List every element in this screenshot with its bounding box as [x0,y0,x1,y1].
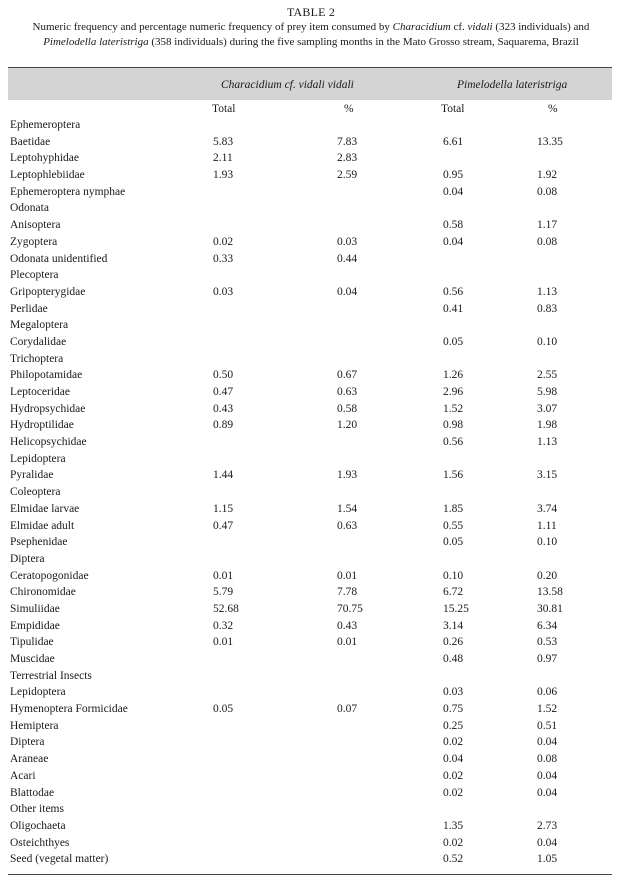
cell-pimelodella-percent: 1.05 [537,853,558,866]
table-row [0,518,622,535]
table-row [0,367,622,384]
cell-pimelodella-total: 0.56 [443,285,464,298]
table-row [0,684,622,701]
cell-prey-name: Araneae [10,753,49,766]
cell-pimelodella-percent: 13.35 [537,135,563,148]
cell-pimelodella-total: 0.95 [443,169,464,182]
cell-pimelodella-total: 0.03 [443,686,464,699]
cell-characidium-total: 0.89 [213,419,234,432]
cell-characidium-total: 5.79 [213,586,234,599]
cell-pimelodella-percent: 0.04 [537,786,558,799]
cell-prey-name: Ceratopogonidae [10,569,89,582]
table-row [0,801,622,818]
table-row [0,634,622,651]
cell-prey-name: Corydalidae [10,335,67,348]
cell-pimelodella-total: 0.05 [443,335,464,348]
cell-pimelodella-percent: 0.04 [537,836,558,849]
cell-prey-name: Philopotamidae [10,369,83,382]
subheader-percent-characidium: % [344,103,354,115]
cell-prey-name: Helicopsychidae [10,436,87,449]
cell-characidium-total: 1.93 [213,169,234,182]
cell-prey-name: Ephemeroptera [10,119,81,131]
cell-pimelodella-total: 0.58 [443,219,464,232]
cell-characidium-percent: 0.07 [337,703,358,716]
table-row [0,584,622,601]
table-title: TABLE 2 [286,5,336,19]
table-row [0,384,622,401]
table-row [0,150,622,167]
cell-prey-name: Odonata [10,202,49,215]
cell-prey-name: Leptohyphidae [10,152,79,165]
cell-pimelodella-percent: 3.15 [537,469,558,482]
cell-characidium-total: 5.83 [213,135,234,148]
cell-pimelodella-percent: 5.98 [537,386,558,398]
table-row [0,551,622,568]
table-row [0,117,622,134]
cell-characidium-percent: 0.58 [337,402,358,415]
table-row [0,167,622,184]
table-row [0,751,622,768]
cell-pimelodella-total: 15.25 [443,602,469,615]
cell-characidium-total: 0.05 [213,703,234,716]
caption-text-a: Numeric frequency and percentage numeric frequency of prey item consumed by [32,21,393,33]
cell-pimelodella-total: 1.35 [443,819,464,832]
table-row [0,351,622,368]
cell-pimelodella-percent: 1.52 [537,703,558,716]
cell-pimelodella-total: 0.26 [443,636,464,649]
cell-prey-name: Trichoptera [10,352,64,365]
caption-text-c: (323 individuals) and [492,21,590,33]
cell-prey-name: Hydroptilidae [10,419,74,432]
table-body [0,117,622,868]
table-row [0,401,622,418]
cell-pimelodella-total: 0.98 [443,419,464,432]
table-bottom-rule [8,874,612,875]
table-row [0,618,622,635]
cell-prey-name: Seed (vegetal matter) [10,853,109,866]
table-row [0,317,622,334]
cell-characidium-total: 2.11 [213,152,233,165]
cell-pimelodella-percent: 2.73 [537,819,558,832]
cell-prey-name: Hydropsychidae [10,402,86,415]
cell-pimelodella-percent: 1.13 [537,436,558,449]
cell-pimelodella-total: 1.52 [443,402,464,415]
table-row [0,851,622,868]
cell-characidium-total: 1.44 [213,469,234,482]
column-group-pimelodella: Pimelodella lateristriga [457,79,568,91]
caption-text-b: cf. [450,21,468,33]
table-row [0,501,622,518]
cell-pimelodella-total: 3.14 [443,619,464,632]
cell-pimelodella-total: 0.04 [443,185,464,198]
cell-pimelodella-total: 0.10 [443,569,464,582]
cell-characidium-percent: 7.78 [337,586,358,599]
cell-pimelodella-percent: 2.55 [537,369,558,382]
cell-prey-name: Anisoptera [10,219,61,232]
cell-pimelodella-total: 0.05 [443,536,464,549]
cell-prey-name: Other items [10,803,64,816]
cell-pimelodella-percent: 0.97 [537,653,558,665]
table-row [0,668,622,685]
cell-pimelodella-percent: 0.04 [537,769,558,782]
cell-pimelodella-total: 0.48 [443,653,464,665]
cell-pimelodella-percent: 0.08 [537,753,558,766]
cell-pimelodella-percent: 3.74 [537,502,558,515]
cell-characidium-total: 0.47 [213,386,234,398]
cell-characidium-total: 0.01 [213,569,234,582]
subheader-total-characidium: Total [212,103,236,115]
cell-prey-name: Perlidae [10,302,48,315]
cell-pimelodella-total: 6.72 [443,586,464,599]
cell-characidium-total: 0.32 [213,619,234,632]
cell-characidium-percent: 2.83 [337,152,358,165]
cell-prey-name: Muscidae [10,653,55,665]
cell-pimelodella-total: 0.52 [443,853,464,866]
table-row [0,184,622,201]
cell-pimelodella-percent: 0.08 [537,235,558,248]
table-row [0,768,622,785]
cell-prey-name: Megaloptera [10,319,69,332]
cell-prey-name: Coleoptera [10,486,61,499]
cell-characidium-percent: 0.63 [337,386,358,398]
cell-pimelodella-total: 6.61 [443,135,464,148]
cell-prey-name: Elmidae adult [10,519,75,532]
cell-prey-name: Baetidae [10,135,51,148]
cell-characidium-total: 0.01 [213,636,234,649]
cell-pimelodella-percent: 1.17 [537,219,558,232]
table-row [0,301,622,318]
table-row [0,734,622,751]
table-row [0,284,622,301]
cell-pimelodella-total: 1.85 [443,502,464,515]
cell-characidium-total: 0.47 [213,519,234,532]
cell-characidium-percent: 1.54 [337,502,358,515]
cell-prey-name: Leptophlebiidae [10,169,85,182]
cell-characidium-percent: 0.63 [337,519,358,532]
cell-prey-name: Pyralidae [10,469,54,482]
cell-pimelodella-total: 1.56 [443,469,464,482]
table-caption [8,20,614,50]
table-row [0,467,622,484]
cell-prey-name: Diptera [10,736,45,749]
cell-characidium-percent: 1.20 [337,419,358,432]
cell-characidium-total: 1.15 [213,502,234,515]
cell-pimelodella-total: 0.02 [443,786,464,799]
cell-pimelodella-percent: 30.81 [537,602,563,615]
cell-prey-name: Blattodae [10,786,55,799]
cell-prey-name: Diptera [10,552,45,565]
cell-prey-name: Osteichthyes [10,836,70,849]
cell-prey-name: Lepidoptera [10,686,66,699]
cell-prey-name: Simuliidae [10,602,60,615]
table-row [0,568,622,585]
cell-characidium-percent: 0.01 [337,636,358,649]
cell-pimelodella-total: 0.75 [443,703,464,716]
cell-pimelodella-total: 0.56 [443,436,464,449]
cell-prey-name: Lepidoptera [10,452,66,465]
cell-prey-name: Acari [10,769,36,782]
cell-prey-name: Odonata unidentified [10,252,108,265]
cell-pimelodella-percent: 1.92 [537,169,558,182]
cell-pimelodella-percent: 0.20 [537,569,558,582]
cell-pimelodella-percent: 13.58 [537,586,563,599]
table-row [0,534,622,551]
cell-pimelodella-percent: 0.04 [537,736,558,749]
cell-pimelodella-percent: 3.07 [537,402,558,415]
cell-pimelodella-percent: 1.98 [537,419,558,432]
caption-species-1a: Characidium [392,21,451,33]
table-row [0,785,622,802]
table-row [0,718,622,735]
cell-prey-name: Chironomidae [10,586,76,599]
cell-prey-name: Tipulidae [10,636,54,649]
cell-pimelodella-percent: 0.53 [537,636,558,649]
cell-characidium-total: 0.43 [213,402,234,415]
cell-characidium-percent: 0.01 [337,569,358,582]
cell-pimelodella-total: 1.26 [443,369,464,382]
cell-prey-name: Psephenidae [10,536,68,549]
cell-characidium-percent: 0.67 [337,369,358,382]
table-row [0,818,622,835]
table-row [0,484,622,501]
cell-characidium-total: 52.68 [213,602,239,615]
table-row [0,334,622,351]
cell-prey-name: Hemiptera [10,719,59,732]
table-row [0,267,622,284]
table-row [0,601,622,618]
cell-pimelodella-percent: 0.10 [537,335,558,348]
cell-characidium-percent: 0.04 [337,285,358,298]
cell-characidium-percent: 0.44 [337,252,358,265]
cell-pimelodella-total: 0.02 [443,769,464,782]
cell-prey-name: Plecoptera [10,269,59,282]
cell-characidium-percent: 70.75 [337,602,363,615]
cell-pimelodella-total: 0.04 [443,235,464,248]
table-row [0,417,622,434]
cell-characidium-total: 0.02 [213,235,234,248]
table-row [0,251,622,268]
cell-prey-name: Hymenoptera Formicidae [10,703,128,716]
cell-pimelodella-percent: 0.10 [537,536,558,549]
table-row [0,835,622,852]
cell-pimelodella-percent: 6.34 [537,619,558,632]
table-row [0,701,622,718]
table-row [0,200,622,217]
cell-characidium-total: 0.33 [213,252,234,265]
cell-pimelodella-percent: 0.51 [537,719,558,732]
cell-prey-name: Ephemeroptera nymphae [10,185,126,198]
subheader-percent-pimelodella: % [548,103,558,115]
subheader-total-pimelodella: Total [441,103,465,115]
cell-pimelodella-total: 0.55 [443,519,464,532]
table-row [0,651,622,668]
cell-characidium-percent: 1.93 [337,469,358,482]
caption-text-d: (358 individuals) during the five sampling months in the Mato Grosso stream, Saquarema, Brazil [148,36,579,48]
cell-pimelodella-percent: 0.06 [537,686,558,699]
caption-species-2: Pimelodella lateristriga [43,36,149,48]
table-row [0,217,622,234]
cell-characidium-percent: 2.59 [337,169,358,182]
cell-pimelodella-total: 0.02 [443,836,464,849]
cell-characidium-total: 0.03 [213,285,234,298]
table-row [0,434,622,451]
cell-pimelodella-percent: 0.83 [537,302,558,315]
cell-prey-name: Terrestrial Insects [10,669,92,682]
cell-prey-name: Empididae [10,619,60,632]
cell-pimelodella-percent: 1.11 [537,519,557,532]
caption-species-1b: vidali [467,21,493,33]
cell-characidium-percent: 7.83 [337,135,358,148]
cell-pimelodella-total: 2.96 [443,386,464,398]
cell-characidium-percent: 0.43 [337,619,358,632]
cell-pimelodella-total: 0.25 [443,719,464,732]
cell-prey-name: Gripopterygidae [10,285,86,298]
column-group-characidium: Characidium cf. vidali vidali [221,79,354,91]
cell-characidium-percent: 0.03 [337,235,358,248]
cell-prey-name: Elmidae larvae [10,502,80,515]
cell-pimelodella-percent: 0.08 [537,185,558,198]
cell-pimelodella-percent: 1.13 [537,285,558,298]
table-row [0,234,622,251]
cell-prey-name: Oligochaeta [10,819,66,832]
table-row [0,451,622,468]
cell-prey-name: Zygoptera [10,235,58,248]
cell-pimelodella-total: 0.04 [443,753,464,766]
cell-characidium-total: 0.50 [213,369,234,382]
cell-pimelodella-total: 0.02 [443,736,464,749]
cell-prey-name: Leptoceridae [10,386,71,398]
cell-pimelodella-total: 0.41 [443,302,464,315]
table-row [0,134,622,151]
